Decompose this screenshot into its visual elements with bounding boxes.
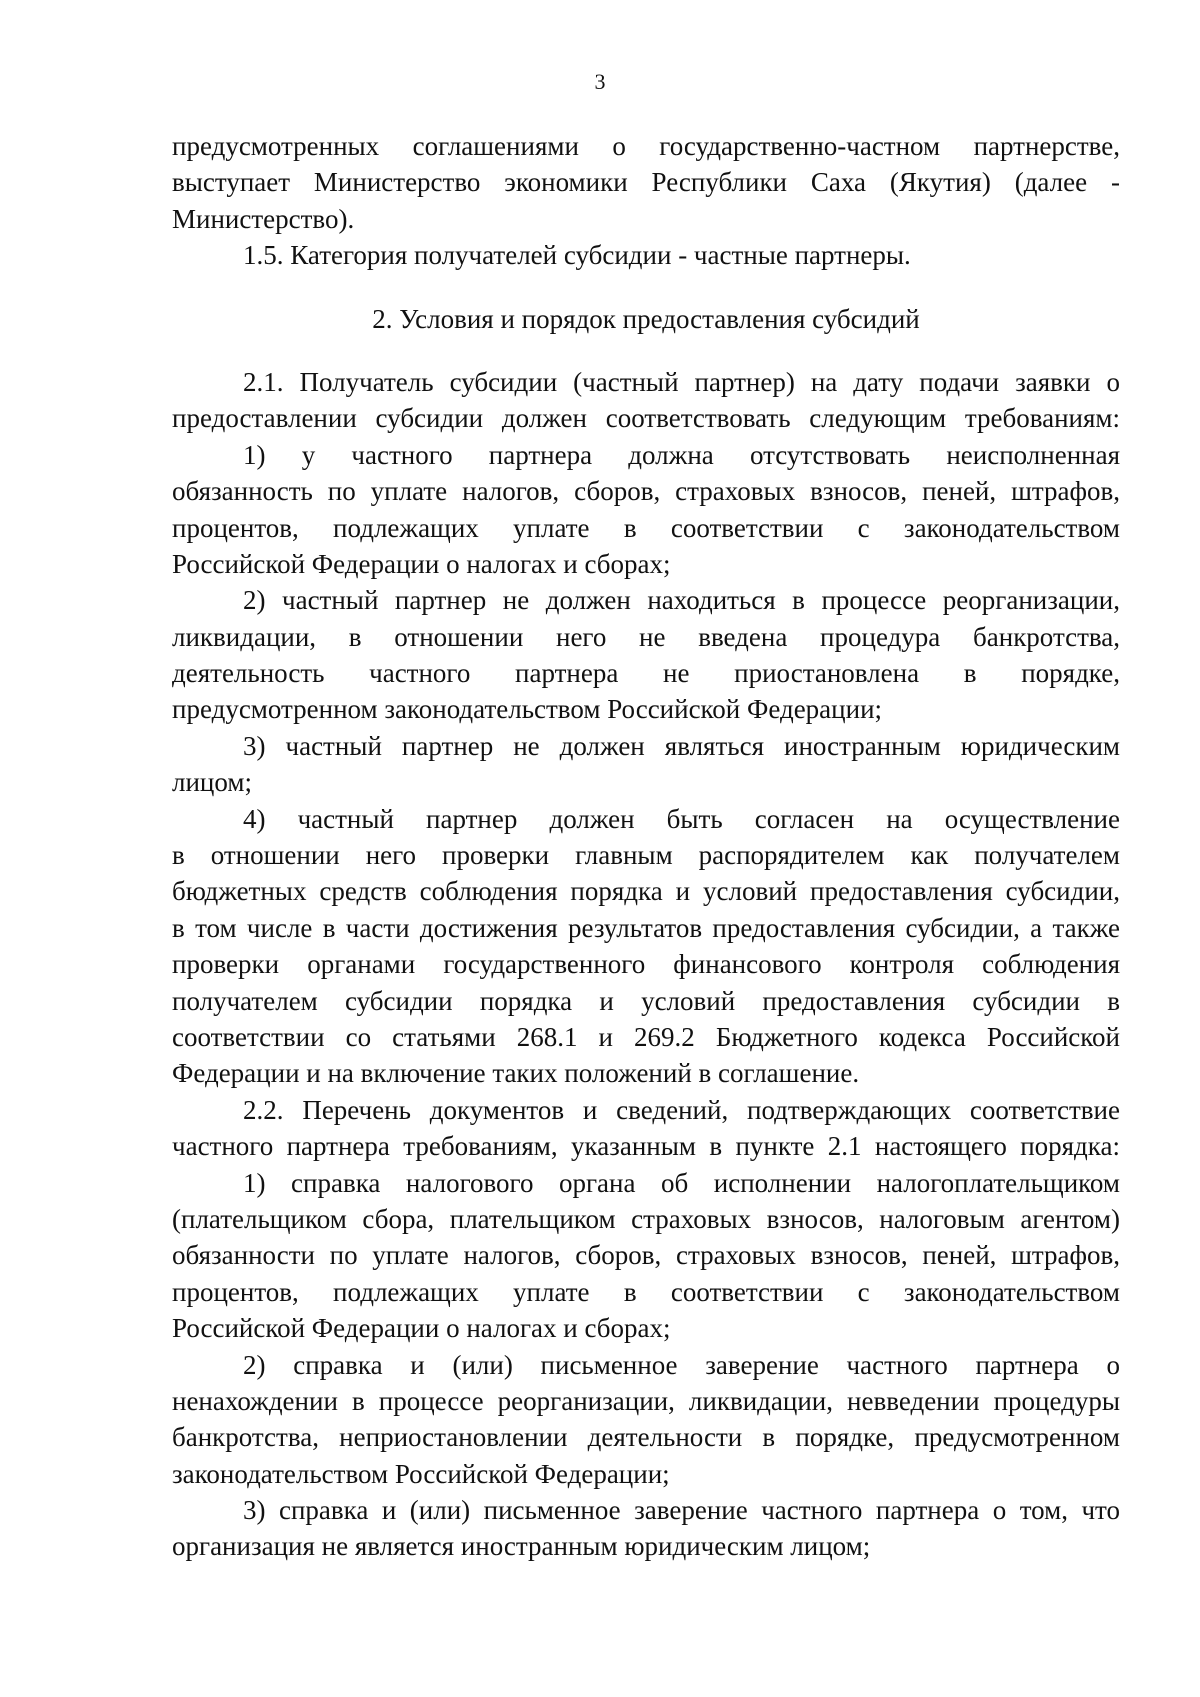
text-line: выступает Министерство экономики Республики Саха (Якутия) (далее - [172, 167, 1120, 198]
text-line: ликвидации, в отношении него не введена процедура банкротства, [172, 621, 1120, 652]
text-line: законодательством Российской Федерации; [172, 1458, 670, 1489]
text-line: Министерство). [172, 203, 355, 234]
document-body [172, 128, 1120, 1565]
text-line: в том числе в части достижения результатов предоставления субсидии, а также [172, 912, 1120, 943]
text-line: 1) у частного партнера должна отсутствовать неисполненная [243, 439, 1120, 470]
text-line: банкротства, неприостановлении деятельности в порядке, предусмотренном [172, 1422, 1120, 1453]
text-line: организация не является иностранным юридическим лицом; [172, 1531, 871, 1562]
text-line: бюджетных средств соблюдения порядка и условий предоставления субсидии, [172, 876, 1120, 907]
text-line: 1.5. Категория получателей субсидии - частные партнеры. [243, 240, 911, 271]
text-line: Федерации и на включение таких положений в соглашение. [172, 1058, 860, 1089]
text-line: проверки органами государственного финансового контроля соблюдения [172, 949, 1120, 980]
text-line: предусмотренных соглашениями о государственно-частном партнерстве, [172, 131, 1120, 161]
paragraph-gap [172, 274, 1120, 301]
text-line: предоставлении субсидии должен соответствовать следующим требованиям: [172, 403, 1120, 434]
text-line: ненахождении в процессе реорганизации, ликвидации, невведении процедуры [172, 1385, 1120, 1416]
text-line: обязанность по уплате налогов, сборов, страховых взносов, пеней, штрафов, [172, 476, 1120, 507]
text-line: 2) частный партнер не должен находиться в процессе реорганизации, [243, 585, 1120, 616]
page-number: 3 [594, 69, 606, 94]
text-line: (плательщиком сбора, плательщиком страховых взносов, налоговым агентом) [172, 1203, 1120, 1234]
text-line: 2.2. Перечень документов и сведений, подтверждающих соответствие [243, 1094, 1120, 1125]
paragraph-gap [172, 337, 1120, 364]
text-line: лицом; [172, 767, 252, 798]
section-heading: 2. Условия и порядок предоставления субсидий [372, 303, 920, 334]
text-line: Российской Федерации о налогах и сборах; [172, 548, 671, 579]
text-line: 2.1. Получатель субсидии (частный партнер) на дату подачи заявки о [243, 366, 1120, 397]
text-line: 4) частный партнер должен быть согласен на осуществление [243, 803, 1120, 834]
text-line: в отношении него проверки главным распорядителем как получателем [172, 840, 1120, 871]
text-line: получателем субсидии порядка и условий предоставления субсидии в [172, 985, 1120, 1016]
text-line: 2) справка и (или) письменное заверение частного партнера о [243, 1349, 1120, 1380]
text-line: деятельность частного партнера не приостановлена в порядке, [172, 658, 1120, 689]
text-line: соответствии со статьями 268.1 и 269.2 Бюджетного кодекса Российской [172, 1021, 1120, 1052]
text-line: 3) частный партнер не должен являться иностранным юридическим [243, 730, 1120, 761]
text-line: 1) справка налогового органа об исполнении налогоплательщиком [243, 1167, 1120, 1198]
text-line: Российской Федерации о налогах и сборах; [172, 1313, 671, 1344]
text-line: процентов, подлежащих уплате в соответствии с законодательством [172, 512, 1120, 543]
text-line: предусмотренном законодательством Российской Федерации; [172, 694, 883, 725]
text-line: обязанности по уплате налогов, сборов, страховых взносов, пеней, штрафов, [172, 1240, 1120, 1271]
text-line: процентов, подлежащих уплате в соответствии с законодательством [172, 1276, 1120, 1307]
text-line: 3) справка и (или) письменное заверение частного партнера о том, что [243, 1495, 1120, 1526]
text-line: частного партнера требованиям, указанным в пункте 2.1 настоящего порядка: [172, 1131, 1120, 1162]
